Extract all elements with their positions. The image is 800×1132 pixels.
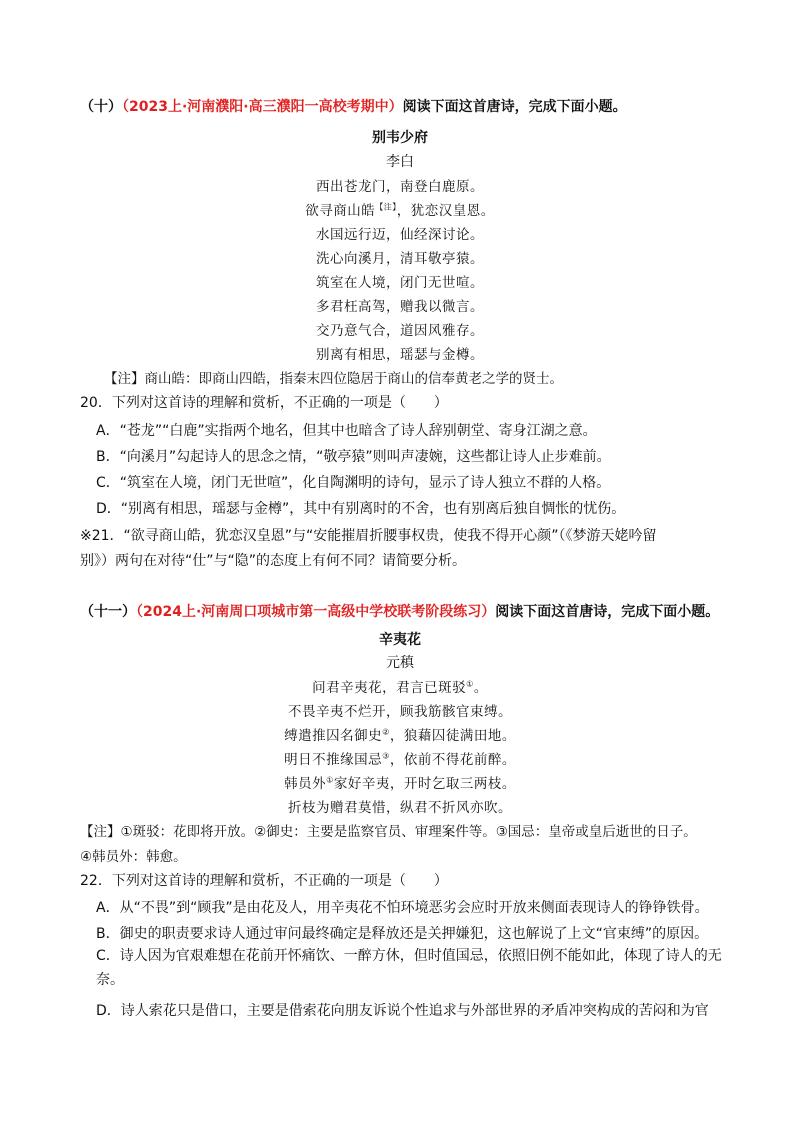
note-marker: ②: [382, 727, 390, 737]
option-c: C．“筑室在人境，闭门无世喧”，化自陶渊明的诗句，显示了诗人独立不群的人格。: [96, 475, 611, 491]
poem-line-part: ，犹恋汉皇恩。: [396, 203, 495, 219]
option-a: A．从“不畏”到“顾我”是由花及人，用辛夷花不怕环境恶劣会应时开放来侧面表现诗人的铮铮铁骨。: [96, 900, 709, 916]
option-c: C．诗人因为官艰难想在花前开怀痛饮、一醉方休，但时值国忌，依照旧例不能如此，体现了诗人的无奈。: [96, 948, 722, 988]
note-marker: ①: [326, 775, 334, 785]
option-b: B．“向溪月”勾起诗人的思念之情，“敬亭猿”则叫声凄婉，这些都让诗人止步难前。: [96, 449, 611, 465]
section-11-header: [80, 601, 719, 621]
option-b: B．御史的职责要求诗人通过审问最终确定是释放还是关押嫌犯，这也解说了上文“官束缚”的原因。: [96, 926, 709, 942]
poem-line: 筑室在人境，闭门无世喧。: [316, 275, 484, 291]
poem-line: [0, 199, 800, 219]
poem-line-part: 家好辛夷，开时乞取三两枝。: [333, 776, 516, 792]
poem-title: 辛夷花: [379, 632, 421, 648]
question-21-line1: ※21．“欲寻商山皓，犹恋汉皇恩”与“安能摧眉折腰事权贵，使我不得开心颜”（《梦游天姥吟留: [80, 528, 657, 544]
instruction-text: 阅读下面这首唐诗，完成下面小题。: [402, 99, 627, 115]
source-label: （2024上·河南周口项城市第一高级中学校联考阶段练习）: [136, 604, 496, 620]
poem-author: 元稹: [386, 655, 414, 671]
question-21-line2: 别》）两句在对待“仕”与“隐”的态度上有何不同？请简要分析。: [80, 553, 467, 569]
poem-line-part: 欲寻商山皓: [305, 203, 376, 219]
question-22: 22．下列对这首诗的理解和赏析，不正确的一项是（ ）: [80, 873, 448, 889]
poem-line: 洗心向溪月，清耳敬亭猿。: [316, 251, 484, 267]
section-number: （十一）: [80, 604, 136, 620]
poem-line: 西出苍龙门，南登白鹿原。: [316, 179, 484, 195]
poem-line: [0, 724, 800, 744]
poem-line-part: 韩员外: [284, 776, 327, 792]
poem-line: [0, 676, 800, 696]
option-a: A．“苍龙”“白鹿”实指两个地名，但其中也暗含了诗人辞别朝堂、寄身江湖之意。: [96, 423, 597, 439]
note-marker: 【注】: [375, 202, 397, 212]
poem-line-part: ，依前不得花前醉。: [389, 752, 516, 768]
poem-line-part: 。: [473, 680, 488, 696]
poem-title: 别韦少府: [372, 130, 428, 146]
poem-line: 别离有相思，瑶瑟与金樽。: [316, 347, 484, 363]
poem-note: 【注】商山皓：即商山四皓，指秦末四位隐居于商山的信奉黄老之学的贤士。: [104, 371, 563, 387]
poem-line: 交乃意气合，道因风雅存。: [316, 323, 484, 339]
note-marker: ①: [466, 679, 474, 689]
question-20: 20．下列对这首诗的理解和赏析，不正确的一项是（ ）: [80, 395, 448, 411]
poem-note-line1: 【注】①斑驳：花即将开放。②御史：主要是监察官员、审理案件等。③国忌：皇帝或皇后逝世的日子。: [80, 824, 697, 840]
instruction-text: 阅读下面这首唐诗，完成下面小题。: [495, 604, 720, 620]
poem-line-part: ，狼藉囚徒满田地。: [389, 728, 516, 744]
poem-line-part: 问君辛夷花，君言已斑驳: [312, 680, 467, 696]
note-marker: ③: [382, 751, 390, 761]
poem-line: 不畏辛夷不烂开，顾我筋骸官束缚。: [288, 704, 512, 720]
section-number: （十）: [80, 99, 122, 115]
poem-line-part: 明日不推缘国忌: [284, 752, 383, 768]
poem-line: [0, 772, 800, 792]
poem-note-line2: ④韩员外：韩愈。: [80, 849, 187, 865]
section-10-header: [80, 96, 627, 116]
source-label: （2023上·河南濮阳·高三濮阳一高校考期中）: [122, 99, 403, 115]
poem-line-part: 缚遣推囚名御史: [284, 728, 383, 744]
option-d: D．“别离有相思，瑶瑟与金樽”，其中有别离时的不舍，也有别离后独自惆怅的忧伤。: [96, 501, 626, 517]
option-d: D．诗人索花只是借口，主要是借索花向朋友诉说个性追求与外部世界的矛盾冲突构成的苦闷和为官: [96, 1003, 709, 1019]
poem-line: 水国远行迈，仙经深讨论。: [316, 227, 484, 243]
poem-line: [0, 748, 800, 768]
poem-line: 折枝为赠君莫惜，纵君不折风亦吹。: [288, 800, 512, 816]
poem-author: 李白: [386, 154, 414, 170]
poem-line: 多君枉高驾，赠我以微言。: [316, 299, 484, 315]
